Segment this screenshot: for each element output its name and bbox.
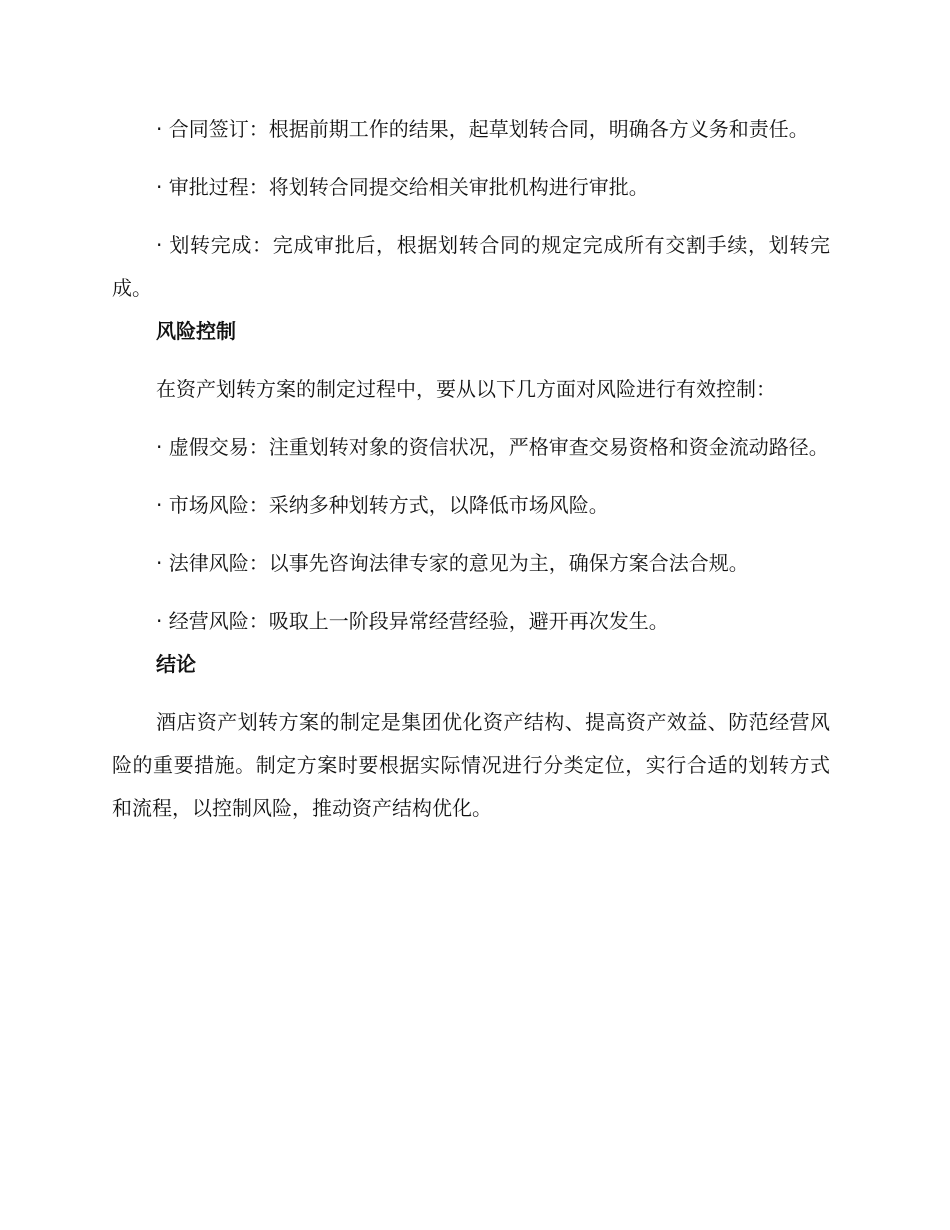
risk-intro-paragraph: 在资产划转方案的制定过程中，要从以下几方面对风险进行有效控制： xyxy=(156,377,776,401)
risk-item-fake-transaction: · 虚假交易：注重划转对象的资信状况，严格审查交易资格和资金流动路径。 xyxy=(156,435,829,459)
section-heading-conclusion: 结论 xyxy=(156,652,196,676)
conclusion-paragraph: 酒店资产划转方案的制定是集团优化资产结构、提高资产效益、防范经营风险的重要措施。制定方案时要根据实际情况进行分类定位，实行合适的划转方式和流程，以控制风险，推动资产结构优化。 xyxy=(112,710,830,820)
process-item-contract-signing: · 合同签订：根据前期工作的结果，起草划转合同，明确各方义务和责任。 xyxy=(156,117,809,141)
risk-item-legal: · 法律风险：以事先咨询法律专家的意见为主，确保方案合法合规。 xyxy=(156,551,749,575)
section-heading-risk-control: 风险控制 xyxy=(156,319,236,343)
process-item-approval: · 审批过程：将划转合同提交给相关审批机构进行审批。 xyxy=(156,175,649,199)
document-page xyxy=(112,108,830,830)
risk-item-market: · 市场风险：采纳多种划转方式，以降低市场风险。 xyxy=(156,493,609,517)
risk-item-operational: · 经营风险：吸取上一阶段异常经营经验，避开再次发生。 xyxy=(156,609,669,633)
process-item-completion: · 划转完成：完成审批后，根据划转合同的规定完成所有交割手续，划转完成。 xyxy=(112,233,830,300)
